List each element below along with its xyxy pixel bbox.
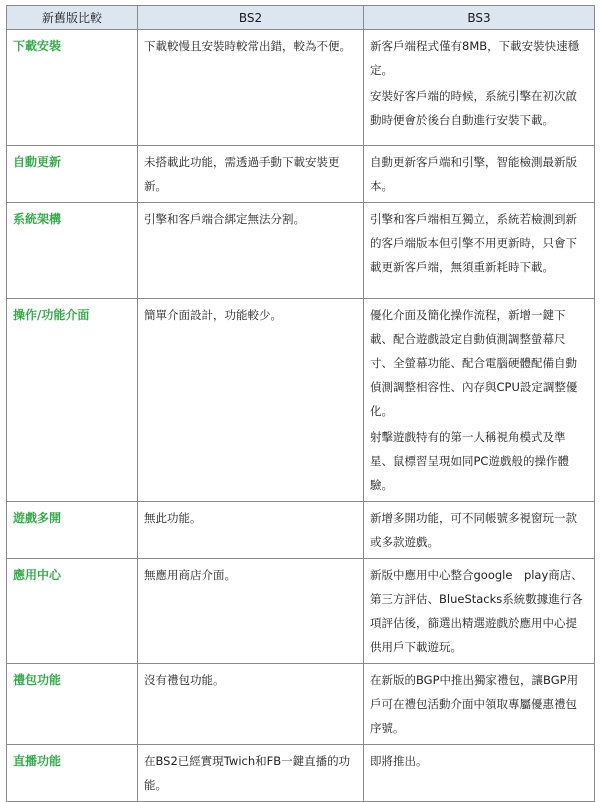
bs2-cell — [138, 146, 364, 203]
bs2-text: 沒有禮包功能。 — [144, 673, 225, 687]
bs3-text: 新增多開功能，可不同帳號多視窗玩一款或多款遊戲。 — [370, 511, 577, 549]
header-row — [7, 6, 595, 30]
bs3-text: 優化介面及簡化操作流程，新增一鍵下載、配合遊戲設定自動偵測調整螢幕尺寸、全螢幕功能、配合電腦硬體配備自動偵測調整相容性、內存與CPU設定調整優化。 — [370, 308, 578, 418]
bs2-text: 下載較慢且安裝時較常出錯，較為不便。 — [144, 39, 351, 53]
bs3-text: 在新版的BGP中推出獨家禮包，讓BGP用戶可在禮包活動介面中領取專屬優惠禮包序號。 — [370, 673, 579, 735]
header-bs3: BS3 — [364, 6, 595, 30]
bs3-cell — [364, 745, 595, 802]
bs2-text: 無此功能。 — [144, 511, 202, 525]
bs2-text: 無應用商店介面。 — [144, 568, 236, 582]
bs3-text: 即將推出。 — [370, 754, 428, 768]
table-row — [7, 30, 595, 146]
bs3-text: 安裝好客戶端的時候，系統引擎在初次啟動時便會於後台自動進行安裝下載。 — [370, 89, 577, 127]
bs3-text: 新版中應用中心整合google play商店、第三方評估、BlueStacks系統數據進行各項評估後，篩選出精選遊戲於應用中心提供用戶下載遊玩。 — [370, 568, 583, 654]
feature-name: 應用中心 — [7, 559, 138, 664]
table-row — [7, 559, 595, 664]
bs3-cell — [364, 30, 595, 146]
comparison-table-container — [6, 5, 594, 802]
feature-name: 遊戲多開 — [7, 502, 138, 559]
bs3-cell — [364, 299, 595, 502]
bs2-cell — [138, 745, 364, 802]
bs2-cell — [138, 502, 364, 559]
bs2-cell — [138, 559, 364, 664]
bs3-text: 射擊遊戲特有的第一人稱視角模式及準星、鼠標習呈現如同PC遊戲般的操作體驗。 — [370, 430, 569, 492]
comparison-table — [6, 5, 595, 802]
bs3-cell — [364, 664, 595, 745]
bs2-cell — [138, 299, 364, 502]
table-row — [7, 146, 595, 203]
feature-name: 自動更新 — [7, 146, 138, 203]
bs3-cell — [364, 203, 595, 299]
table-row — [7, 502, 595, 559]
feature-name: 操作/功能介面 — [7, 299, 138, 502]
bs2-cell — [138, 664, 364, 745]
feature-name: 禮包功能 — [7, 664, 138, 745]
bs2-text: 在BS2已經實現Twich和FB一鍵直播的功能。 — [144, 754, 351, 792]
table-row — [7, 299, 595, 502]
bs2-text: 未搭載此功能，需透過手動下載安裝更新。 — [144, 155, 340, 193]
bs3-cell — [364, 146, 595, 203]
bs3-text: 新客戶端程式僅有8MB，下載安裝快速穩定。 — [370, 39, 580, 77]
feature-name: 直播功能 — [7, 745, 138, 802]
bs3-text: 自動更新客戶端和引擎，智能檢測最新版本。 — [370, 155, 577, 193]
bs2-cell — [138, 30, 364, 146]
bs3-text: 引擎和客戶端相互獨立，系統若檢測到新的客戶端版本但引擎不用更新時，只會下載更新客戶端，無須重新耗時下載。 — [370, 212, 577, 274]
bs2-text: 簡單介面設計，功能較少。 — [144, 308, 282, 322]
table-row — [7, 745, 595, 802]
bs2-cell — [138, 203, 364, 299]
feature-name: 下載安裝 — [7, 30, 138, 146]
bs2-text: 引擎和客戶端合綁定無法分割。 — [144, 212, 305, 226]
table-row — [7, 203, 595, 299]
table-row — [7, 664, 595, 745]
feature-name: 系統架構 — [7, 203, 138, 299]
bs3-cell — [364, 502, 595, 559]
header-compare: 新舊版比較 — [7, 6, 138, 30]
header-bs2: BS2 — [138, 6, 364, 30]
bs3-cell — [364, 559, 595, 664]
